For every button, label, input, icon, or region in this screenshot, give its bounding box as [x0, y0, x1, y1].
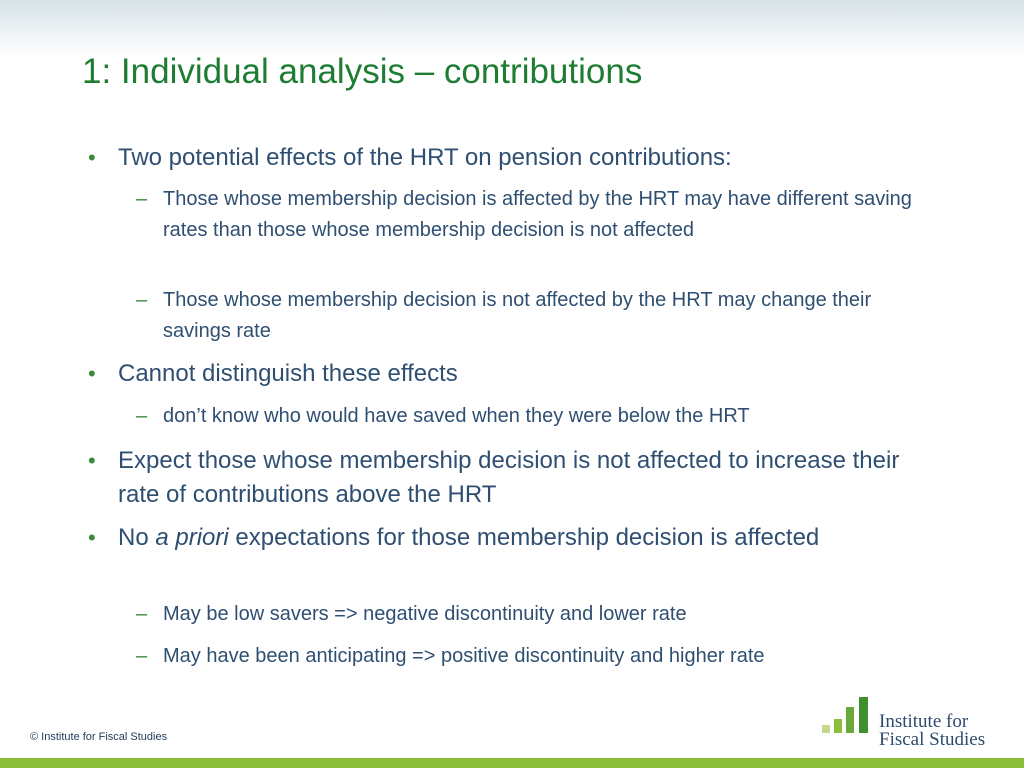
- bullet-item: [88, 357, 918, 391]
- bullet-marker: •: [88, 361, 96, 386]
- bullet-text: Expect those whose membership decision is not affected to increase their rate of contributions above the HRT: [118, 447, 900, 508]
- dash-marker: –: [136, 289, 148, 311]
- sub-bullet-item: [136, 285, 938, 347]
- sub-bullet-item: [136, 401, 953, 432]
- bullet-item: [88, 521, 878, 555]
- slide-title: 1: Individual analysis – contributions: [82, 52, 643, 91]
- logo-text: [879, 713, 985, 749]
- dash-marker: –: [136, 405, 148, 427]
- sub-bullet-text: Those whose membership decision is affected by the HRT may have different saving rates than those whose membership decision is not affected: [163, 188, 912, 241]
- bullet-text-end: expectations for those membership decision is affected: [228, 524, 820, 551]
- dash-marker: –: [136, 645, 148, 667]
- sub-bullet-item: [136, 641, 963, 672]
- logo-bar: [846, 707, 854, 733]
- logo-text-line2: Fiscal Studies: [879, 729, 986, 750]
- logo-text-line1: Institute for: [879, 711, 969, 732]
- bullet-text-start: No: [118, 524, 156, 551]
- footer-bar: [0, 758, 1024, 768]
- dash-marker: –: [136, 603, 148, 625]
- bullet-item: [88, 141, 918, 175]
- bullet-marker: •: [88, 525, 96, 550]
- bullet-item: [88, 444, 908, 512]
- sub-bullet-text: May have been anticipating => positive discontinuity and higher rate: [163, 645, 765, 667]
- bullet-text: Cannot distinguish these effects: [118, 360, 458, 387]
- header-gradient: [0, 0, 1024, 60]
- bullet-text-emphasis: a priori: [155, 524, 229, 551]
- sub-bullet-text: don’t know who would have saved when they were below the HRT: [163, 405, 750, 427]
- ifs-logo: [822, 697, 1002, 753]
- sub-bullet-item: [136, 184, 928, 246]
- logo-bar: [822, 725, 830, 733]
- footer-copyright: © Institute for Fiscal Studies: [30, 731, 168, 743]
- sub-bullet-text: May be low savers => negative discontinuity and lower rate: [163, 603, 687, 625]
- sub-bullet-text: Those whose membership decision is not affected by the HRT may change their savings rate: [163, 289, 872, 342]
- bullet-text: Two potential effects of the HRT on pension contributions:: [118, 144, 732, 171]
- logo-bars-icon: [822, 697, 874, 733]
- logo-bar: [834, 719, 842, 733]
- bullet-marker: •: [88, 448, 96, 473]
- sub-bullet-item: [136, 599, 953, 630]
- bullet-marker: •: [88, 145, 96, 170]
- logo-bar: [859, 697, 868, 733]
- dash-marker: –: [136, 188, 148, 210]
